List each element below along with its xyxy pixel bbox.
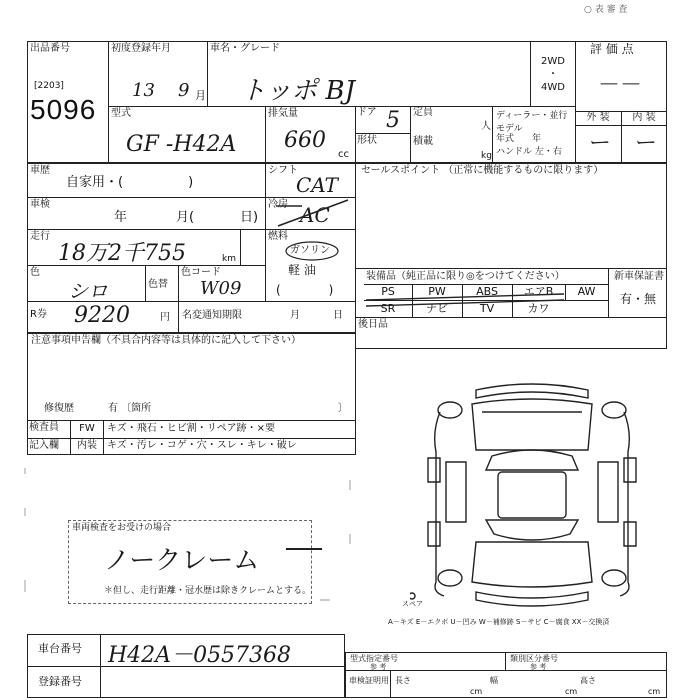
inspection-day: 日) — [240, 210, 259, 225]
shift-value: CAT — [296, 173, 338, 197]
type-label: 型式 — [111, 108, 131, 119]
new-warranty-label: 新車保証書 — [614, 271, 664, 282]
inspection-year: 年 — [114, 210, 128, 225]
chassis-value: H42A－0557368 — [108, 643, 292, 668]
first-reg-label: 初度登録年月 — [111, 43, 171, 54]
color-change-label: 色替 — [148, 279, 168, 290]
ext-label: 外 装 — [586, 112, 610, 123]
fuel-gas: ガソリン — [290, 245, 330, 256]
spec-ref1: 参 考 — [370, 663, 387, 671]
history-value: 自家用・( ) — [66, 175, 194, 190]
load-label: 積載 — [413, 136, 433, 147]
doors-value: 5 — [386, 108, 400, 133]
grade-value: －－ — [596, 73, 641, 98]
name-change-label: 名変通知期限 — [182, 310, 242, 321]
lot-number: 5096 — [30, 94, 97, 125]
spec-length: 長さ — [395, 676, 411, 685]
equip-pw: PW — [428, 285, 446, 298]
spec-cm-1: cm — [470, 687, 483, 696]
lot-code: [2203] — [34, 81, 64, 91]
mileage-value: 18万2千755 — [58, 241, 186, 266]
equip-navi: ナビ — [426, 302, 448, 315]
int-value: ー — [632, 131, 655, 156]
equip-leather: カワ — [527, 302, 550, 315]
shape-label: 形状 — [357, 135, 377, 146]
ext-value: ー — [586, 131, 609, 156]
spec-class-label: 類別区分番号 — [510, 654, 558, 663]
inspection-label: 車検 — [30, 199, 50, 210]
sales-frame — [355, 163, 667, 349]
equip-ps: PS — [381, 285, 395, 298]
inspector-label2: 記入欄 — [29, 440, 59, 451]
spare-label: スペア — [402, 600, 423, 608]
spec-type-label: 型式指定番号 — [350, 654, 398, 663]
aircon-label: 冷房 — [268, 199, 288, 210]
inspector-label1: 検査員 — [29, 422, 59, 433]
drive-2wd: 2WD — [541, 56, 565, 67]
dealer-row3: 年式 年 — [496, 134, 542, 144]
claim-stamp-title: 車両検査をお受けの場合 — [72, 523, 172, 533]
displacement-label: 排気量 — [268, 108, 298, 119]
mileage-label: 走行 — [30, 231, 50, 242]
fuel-light-oil: 軽 油 — [288, 263, 316, 277]
model-name-value: トッポ BJ — [240, 76, 356, 106]
displacement-value: 660 — [284, 128, 326, 153]
repair-value: 有 〔箇所 — [108, 403, 152, 414]
displacement-unit: cc — [338, 149, 349, 160]
aircon-value: AC — [300, 203, 330, 227]
recycle-value: 9220 — [74, 303, 130, 328]
dealer-row1: ディーラー・並行 — [496, 111, 568, 121]
type-value: GF -H42A — [126, 132, 237, 157]
repair-close: 〕 — [338, 403, 348, 414]
equip-aw: AW — [577, 285, 596, 298]
equip-sr: SR — [380, 302, 396, 315]
equip-abs: ABS — [476, 285, 498, 298]
spec-height: 高さ — [580, 676, 596, 685]
first-reg-month-unit: 月 — [195, 89, 206, 102]
equip-tv: TV — [479, 302, 495, 315]
inspector-row1: キズ・飛石・ヒビ割・リペア跡・×要 — [107, 423, 275, 434]
capacity-label: 定員 — [413, 107, 433, 118]
inspector-fw: FW — [79, 423, 95, 434]
repair-label: 修復歴 — [44, 403, 74, 414]
dealer-row4: ハンドル 左・右 — [496, 147, 562, 157]
drive-dot: ・ — [548, 69, 558, 80]
new-warranty-value: 有・無 — [619, 292, 656, 306]
history-label: 車歴 — [30, 165, 50, 176]
recycle-label: R券 — [30, 309, 47, 320]
grade-label: 評 価 点 — [590, 42, 634, 56]
color-label: 色 — [30, 267, 40, 278]
color-value: シロ — [68, 279, 108, 303]
first-reg-year: 13 — [132, 80, 155, 101]
color-code-label: 色コード — [181, 267, 221, 278]
claim-text: ノークレーム — [104, 546, 260, 576]
inspection-month: 月( — [176, 210, 195, 225]
claim-note: ＊但し、走行距離・冠水歴は除きクレームとする。 — [104, 586, 312, 596]
name-change-month: 月 — [290, 310, 300, 321]
name-change-day: 日 — [333, 310, 343, 321]
doors-label: ドア — [357, 107, 377, 118]
fuel-gas-circle — [284, 240, 340, 262]
capacity-unit: 人 — [481, 121, 491, 132]
notes-label: 注意事項申告欄（不具合内容等は具体的に記入して下さい） — [31, 335, 301, 346]
after-install-label: 後日品 — [358, 319, 388, 330]
aircon-strike — [268, 196, 358, 230]
recycle-unit: 円 — [160, 312, 170, 323]
equip-airbag: エアB — [523, 285, 554, 298]
notes-frame — [27, 333, 356, 455]
legend-text: A－キズ E－エクボ U－凹み W－補修跡 S－サビ C－腐食 XX－交換済 — [388, 618, 610, 626]
registration-label: 登録番号 — [38, 675, 82, 688]
equipment-label: 装備品（純正品に限り◎をつけてください） — [366, 271, 565, 282]
inspector-int: 内装 — [77, 440, 97, 451]
inspector-row2: キズ・汚レ・コゲ・穴・スレ・キレ・破レ — [107, 440, 297, 451]
fuel-label: 燃料 — [268, 231, 288, 242]
load-unit: kg — [481, 151, 492, 161]
spec-cm-2: cm — [565, 687, 578, 696]
fuel-paren: ( ) — [276, 283, 334, 297]
car-damage-diagram — [410, 372, 655, 612]
dealer-row2: モデル — [496, 124, 523, 134]
shift-label: シフト — [268, 165, 298, 176]
spec-cert: 車検証明用 — [349, 676, 389, 685]
spec-cm-3: cm — [648, 687, 661, 696]
equipment-strike — [364, 284, 608, 317]
color-code-value: W09 — [200, 278, 242, 299]
int-label: 内 装 — [632, 112, 656, 123]
claim-dash — [286, 548, 322, 550]
spec-width: 幅 — [490, 676, 498, 685]
lot-label: 出品番号 — [30, 43, 70, 54]
sales-point-label: セールスポイント （正常に機能するものに限ります） — [361, 165, 604, 176]
chassis-label: 車台番号 — [38, 642, 82, 655]
mileage-unit: km — [222, 254, 236, 264]
spec-ref2: 参 考 — [530, 663, 547, 671]
model-name-label: 車名・グレード — [210, 43, 280, 54]
header-corner-text: ○ 表 審 査 — [584, 5, 628, 15]
first-reg-month: 9 — [178, 80, 190, 101]
drive-4wd: 4WD — [541, 82, 565, 93]
